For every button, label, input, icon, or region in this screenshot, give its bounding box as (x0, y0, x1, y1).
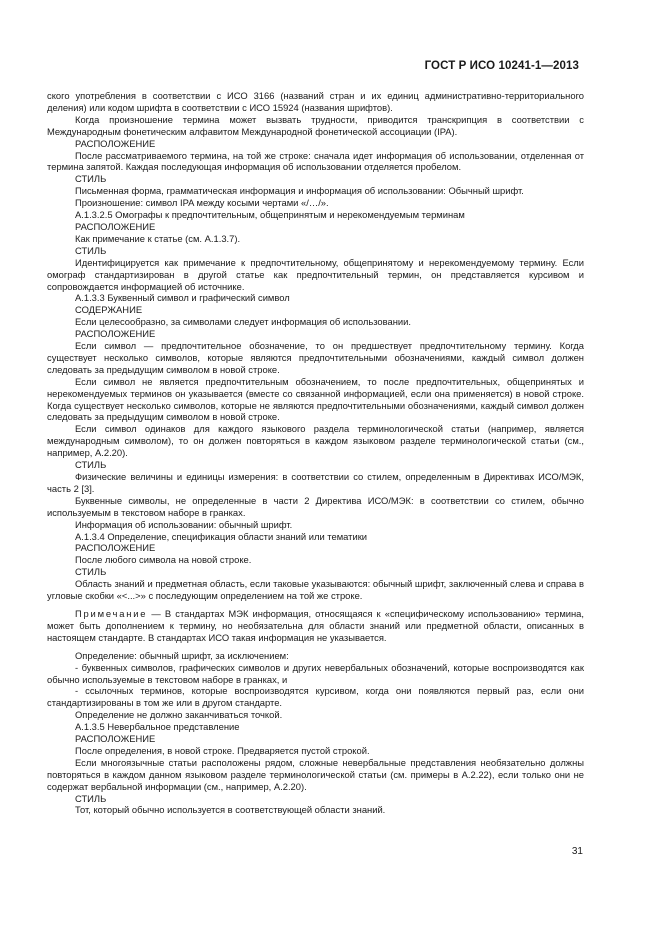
paragraph (47, 245, 584, 257)
paragraph (47, 197, 584, 209)
paragraph-text: Буквенные символы, не определенные в части 2 Директива ИСО/МЭК: в соответствии со стилем, обычно используемым в текстовом наборе в гранках. (47, 494, 584, 518)
paragraph-text: Тот, который обычно используется в соответствующей области знаний. (75, 804, 386, 816)
paragraph-text: Физические величины и единицы измерения: в соответствии со стилем, определенным в Директивах ИСО/МЭК, часть 2 [3]. (47, 471, 584, 494)
paragraph (47, 471, 584, 495)
paragraph-text: Если целесообразно, за символами следует информация об использовании. (75, 316, 411, 328)
paragraph-text: Идентифицируется как примечание к предпочтительному, общепринятому и нерекомендуемому термину. Если омограф стандартизирован в другой статье как предпочтительный термин, он представляется курсивом и сопровождается информацией об источнике. (47, 256, 584, 292)
document-body (47, 90, 584, 816)
paragraph-text: Определение не должно заканчиваться точкой. (75, 709, 283, 721)
paragraph-text: СТИЛЬ (75, 244, 107, 256)
paragraph-text: Если символ не является предпочтительным обозначением, то после предпочтительных, общепринятых и нерекомендуемых терминов он указывается (вместе со связанной информацией, если она применяется) в новой строке. Когда существует несколько символов, которые не являются предпочтительными обозначениями, каждый символ должен следовать за предыдущим символом в новой строке. (47, 375, 584, 423)
paragraph (47, 304, 584, 316)
paragraph (47, 316, 584, 328)
paragraph (47, 650, 584, 662)
paragraph (47, 745, 584, 757)
paragraph (47, 328, 584, 340)
paragraph (47, 90, 584, 114)
paragraph (47, 608, 584, 644)
paragraph (47, 757, 584, 793)
paragraph (47, 531, 584, 543)
paragraph-text: Если символ одинаков для каждого языкового раздела терминологической статьи (например, является международным символом), то он должен повторяться в каждом языковом разделе терминологической статьи (см., например, А.2.20). (47, 423, 584, 459)
paragraph-text: Как примечание к статье (см. А.1.3.7). (75, 232, 241, 244)
paragraph-text: СТИЛЬ (75, 459, 107, 471)
paragraph (47, 376, 584, 424)
paragraph-text: Когда произношение термина может вызвать трудности, приводится транскрипция в соответствии с Международным фонетическим алфавитом Международной фонетической ассоциации (IPA). (47, 113, 584, 137)
paragraph-text: А.1.3.2.5 Омографы к предпочтительным, общепринятым и нерекомендуемым терминам (75, 209, 465, 221)
paragraph-text: А.1.3.3 Буквенный символ и графический символ (75, 292, 290, 304)
paragraph-text: РАСПОЛОЖЕНИЕ (75, 733, 156, 745)
paragraph (47, 793, 584, 805)
paragraph (47, 233, 584, 245)
paragraph-text: РАСПОЛОЖЕНИЕ (75, 137, 156, 149)
paragraph-text: СТИЛЬ (75, 792, 107, 804)
paragraph-text: После определения, в новой строке. Предваряется пустой строкой. (75, 744, 370, 756)
paragraph-text: Область знаний и предметная область, если таковые указываются: обычный шрифт, заключенный слева и справа в угловые скобки «<...>» с последующим определением на той же строке. (47, 578, 584, 602)
paragraph (47, 578, 584, 602)
paragraph (47, 519, 584, 531)
paragraph (47, 459, 584, 471)
paragraph-text: А.1.3.4 Определение, спецификация области знаний или тематики (75, 530, 368, 542)
paragraph (47, 138, 584, 150)
paragraph-text: РАСПОЛОЖЕНИЕ (75, 220, 156, 232)
paragraph-text: СОДЕРЖАНИЕ (75, 304, 143, 316)
page-number: 31 (571, 846, 583, 857)
paragraph-text: Письменная форма, грамматическая информация и информация об использовании: Обычный шрифт. (75, 185, 524, 197)
paragraph (47, 185, 584, 197)
paragraph-text: Определение: обычный шрифт, за исключением: (75, 649, 289, 661)
paragraph (47, 340, 584, 376)
paragraph-text: — В стандартах МЭК информация, относящаяся к «специфическому использованию» термина, может быть дополнением к термину, но необязательна для области знаний или предметной области, описанных в настоящем стандарте. В стандартах ИСО такая информация не указывается. (47, 607, 584, 643)
paragraph-text: РАСПОЛОЖЕНИЕ (75, 328, 156, 340)
paragraph (47, 209, 584, 221)
paragraph (47, 733, 584, 745)
paragraph-text: - ссылочных терминов, которые воспроизводятся курсивом, когда они появляются первый раз, если они стандартизированы в том же или в другом стандарте. (47, 685, 584, 709)
note-label: Примечание (75, 607, 148, 619)
paragraph-text: ского употребления в соответствии с ИСО 3166 (названий стран и их единиц административно-территориального деления) или кодом шрифта в соответствии с ИСО 15924 (названия шрифтов). (47, 90, 584, 113)
page-header: ГОСТ Р ИСО 10241-1—2013 (424, 60, 579, 72)
paragraph (47, 685, 584, 709)
paragraph-text: СТИЛЬ (75, 173, 107, 185)
paragraph (47, 292, 584, 304)
paragraph (47, 709, 584, 721)
paragraph (47, 804, 584, 816)
paragraph (47, 495, 584, 519)
paragraph-text: Если символ — предпочтительное обозначение, то он предшествует предпочтительному термину. Когда существует несколько символов, которые являются предпочтительными обозначениями, каждый символ должен следовать за предыдущим символом в новой строке. (47, 340, 584, 375)
paragraph-text: После рассматриваемого термина, на той же строке: сначала идет информация об использовании, отделенная от термина запятой. Каждая последующая информация об использовании отделяется пробелом. (47, 149, 584, 173)
paragraph-text: РАСПОЛОЖЕНИЕ (75, 542, 156, 554)
paragraph (47, 662, 584, 686)
paragraph (47, 721, 584, 733)
paragraph (47, 150, 584, 174)
paragraph (47, 221, 584, 233)
paragraph (47, 542, 584, 554)
paragraph (47, 173, 584, 185)
paragraph (47, 554, 584, 566)
paragraph-text: СТИЛЬ (75, 566, 107, 578)
paragraph-text: Если многоязычные статьи расположены рядом, сложные невербальные представления необязательно должны повторяться в каждом данном языковом разделе терминологической статьи (см. примеры в А.2.22), если только они не содержат вербальной информации (см., например, А.2.20). (47, 756, 584, 792)
paragraph (47, 566, 584, 578)
paragraph-text: Произношение: символ IPA между косыми чертами «/…/». (75, 197, 329, 209)
paragraph-text: После любого символа на новой строке. (75, 554, 252, 566)
paragraph (47, 114, 584, 138)
paragraph (47, 257, 584, 293)
paragraph-text: А.1.3.5 Невербальное представление (75, 721, 240, 733)
paragraph (47, 423, 584, 459)
paragraph-text: Информация об использовании: обычный шрифт. (75, 518, 293, 530)
paragraph-text: - буквенных символов, графических символов и других невербальных обозначений, которые воспроизводятся как обычно используемые в текстовом наборе в гранках, и (47, 661, 584, 685)
